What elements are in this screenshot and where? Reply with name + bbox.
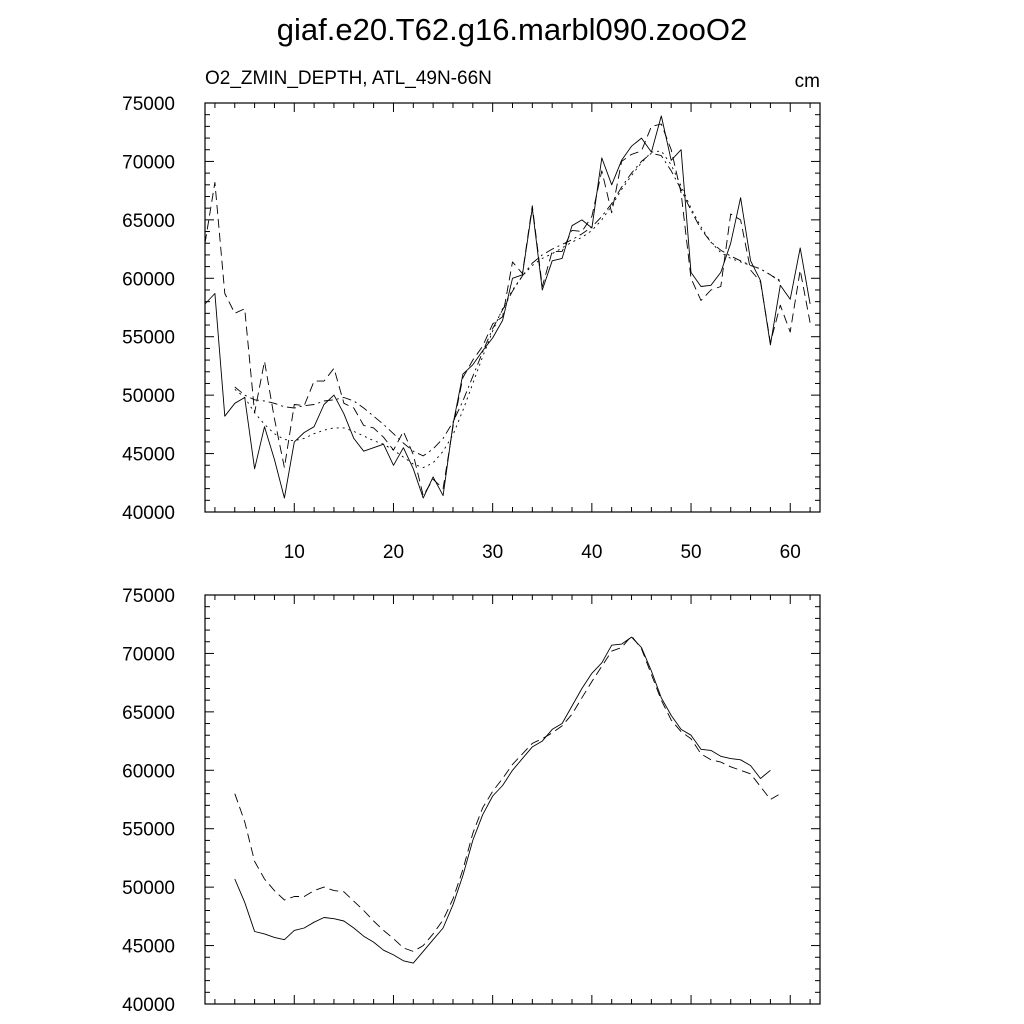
top-y-tick-label: 55000 [122, 327, 175, 349]
top-y-tick-label: 40000 [122, 503, 175, 524]
top-y-tick-label: 50000 [122, 386, 175, 408]
figure-title: giaf.e20.T62.g16.marbl090.zooO2 [276, 12, 748, 47]
top-y-tick-label: 60000 [122, 269, 175, 291]
bottom-y-tick-label: 45000 [122, 936, 175, 958]
bottom-y-tick-label: 55000 [122, 819, 175, 841]
top-y-tick-label: 45000 [122, 444, 175, 466]
top-y-tick-label: 75000 [122, 94, 175, 115]
bottom-y-tick-label: 70000 [122, 644, 175, 666]
top-x-tick-label: 20 [382, 542, 405, 563]
top-panel-title: O2_ZMIN_DEPTH, ATL_49N-66N [205, 68, 492, 89]
bottom-y-tick-label: 60000 [122, 761, 175, 783]
top-x-tick-label: 40 [581, 542, 603, 563]
top-y-tick-label: 70000 [122, 152, 175, 174]
top-x-tick-label: 10 [283, 542, 305, 563]
bottom-y-tick-label: 40000 [122, 995, 175, 1016]
top-x-tick-label: 50 [680, 542, 702, 563]
bottom-y-tick-label: 75000 [122, 586, 175, 607]
top-x-tick-label: 30 [482, 542, 504, 563]
top-panel-units: cm [794, 71, 820, 92]
bottom-y-tick-label: 50000 [122, 878, 175, 900]
top-x-tick-label: 60 [779, 542, 801, 563]
bottom-y-tick-label: 65000 [122, 702, 175, 724]
top-y-tick-label: 65000 [122, 210, 175, 232]
